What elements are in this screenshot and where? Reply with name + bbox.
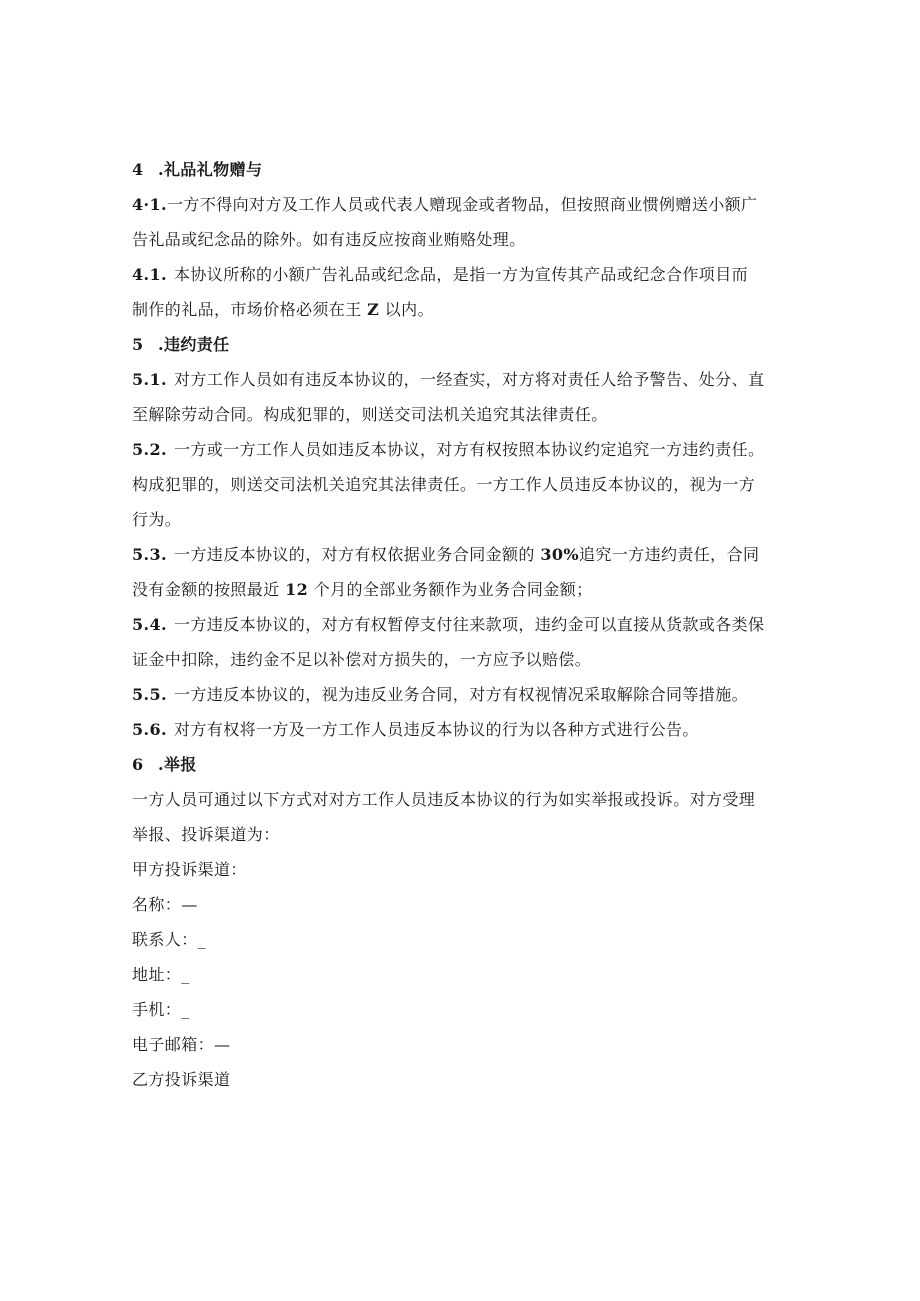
clause-5-2-line-2 — [132, 473, 792, 497]
section-6-number: 6 — [132, 755, 144, 774]
clause-5-5-text-1: 一方违反本协议的，视为违反业务合同，对方有权视情况采取解除合同等措施。 — [174, 685, 749, 704]
clause-4-2-text-1: 本协议所称的小额广告礼品或纪念品，是指一方为宣传其产品或纪念合作项目而 — [174, 265, 749, 284]
clause-5-1-line-2 — [132, 403, 792, 427]
party-a-contact-field: 联系人：_ — [132, 930, 207, 949]
section-6-paragraph-line-2 — [132, 823, 792, 847]
clause-5-3-line-1 — [132, 543, 792, 567]
clause-4-2-text-2a: 制作的礼品，市场价格必须在王 — [132, 300, 362, 319]
section-4-title: .礼品礼物赠与 — [158, 160, 263, 179]
section-6-paragraph-line-1 — [132, 788, 792, 812]
clause-5-3-text-1b: 30% — [540, 545, 579, 564]
clause-4-1-text-2: 告礼品或纪念品的除外。如有违反应按商业贿赂处理。 — [132, 230, 526, 249]
clause-5-3-text-1c: 追究一方违约责任，合同 — [578, 545, 760, 564]
clause-4-2-line-2 — [132, 298, 792, 322]
clause-5-4-line-1 — [132, 613, 792, 637]
clause-4-1-number: 4·1. — [132, 195, 168, 214]
clause-5-1-line-1 — [132, 368, 792, 392]
section-5-number: 5 — [132, 335, 144, 354]
clause-5-4-line-2 — [132, 648, 792, 672]
section-5-heading — [132, 333, 792, 357]
clause-5-6-line-1 — [132, 718, 792, 742]
clause-5-3-text-2b: 12 — [285, 580, 309, 599]
clause-5-3-text-2a: 没有金额的按照最近 — [132, 580, 280, 599]
clause-5-2-line-3 — [132, 508, 792, 532]
section-6-paragraph-text-1: 一方人员可通过以下方式对对方工作人员违反本协议的行为如实举报或投诉。对方受理 — [132, 790, 756, 809]
clause-4-2-line-1 — [132, 263, 792, 287]
clause-5-2-line-1 — [132, 438, 792, 462]
clause-5-6-number: 5.6. — [132, 720, 168, 739]
clause-5-6-text-1: 对方有权将一方及一方工作人员违反本协议的行为以各种方式进行公告。 — [174, 720, 699, 739]
party-a-address-field: 地址：_ — [132, 965, 190, 984]
clause-4-2-text-2b: Z — [367, 300, 380, 319]
clause-5-1-number: 5.1. — [132, 370, 168, 389]
clause-4-1-text-1: 一方不得向对方及工作人员或代表人赠现金或者物品，但按照商业惯例赠送小额广 — [167, 195, 758, 214]
clause-5-1-text-2: 至解除劳动合同。构成犯罪的，则送交司法机关追究其法律责任。 — [132, 405, 608, 424]
clause-4-1-line-2 — [132, 228, 792, 252]
section-6-paragraph-text-2: 举报、投诉渠道为： — [132, 825, 280, 844]
section-4-heading — [132, 158, 792, 182]
clause-4-1-line-1 — [132, 193, 792, 217]
clause-5-3-line-2 — [132, 578, 792, 602]
clause-5-2-text-2: 构成犯罪的，则送交司法机关追究其法律责任。一方工作人员违反本协议的，视为一方 — [132, 475, 756, 494]
clause-5-1-text-1: 对方工作人员如有违反本协议的，一经查实，对方将对责任人给予警告、处分、直 — [174, 370, 765, 389]
party-b-channel-label: 乙方投诉渠道 — [132, 1070, 231, 1089]
document-page — [132, 158, 792, 1103]
clause-5-3-text-1a: 一方违反本协议的，对方有权依据业务合同金额的 — [174, 545, 535, 564]
clause-4-2-text-2c: 以内。 — [384, 300, 434, 319]
clause-5-4-text-2: 证金中扣除，违约金不足以补偿对方损失的，一方应予以赔偿。 — [132, 650, 592, 669]
clause-4-2-number: 4.1. — [132, 265, 168, 284]
party-a-name-field: 名称：— — [132, 895, 198, 914]
section-5-title: .违约责任 — [158, 335, 230, 354]
clause-5-2-text-3: 行为。 — [132, 510, 182, 529]
clause-5-4-text-1: 一方违反本协议的，对方有权暂停支付往来款项，违约金可以直接从货款或各类保 — [174, 615, 765, 634]
clause-5-3-number: 5.3. — [132, 545, 168, 564]
clause-5-2-text-1: 一方或一方工作人员如违反本协议，对方有权按照本协议约定追究一方违约责任。 — [174, 440, 765, 459]
party-a-mobile-field: 手机：_ — [132, 1000, 190, 1019]
clause-5-3-text-2c: 个月的全部业务额作为业务合同金额； — [313, 580, 593, 599]
party-a-channel-label: 甲方投诉渠道： — [132, 860, 247, 879]
section-6-heading — [132, 753, 792, 777]
clause-5-2-number: 5.2. — [132, 440, 168, 459]
clause-5-5-line-1 — [132, 683, 792, 707]
section-6-title: .举报 — [158, 755, 197, 774]
clause-5-5-number: 5.5. — [132, 685, 168, 704]
section-4-number: 4 — [132, 160, 144, 179]
clause-5-4-number: 5.4. — [132, 615, 168, 634]
party-a-email-field: 电子邮箱：— — [132, 1035, 231, 1054]
